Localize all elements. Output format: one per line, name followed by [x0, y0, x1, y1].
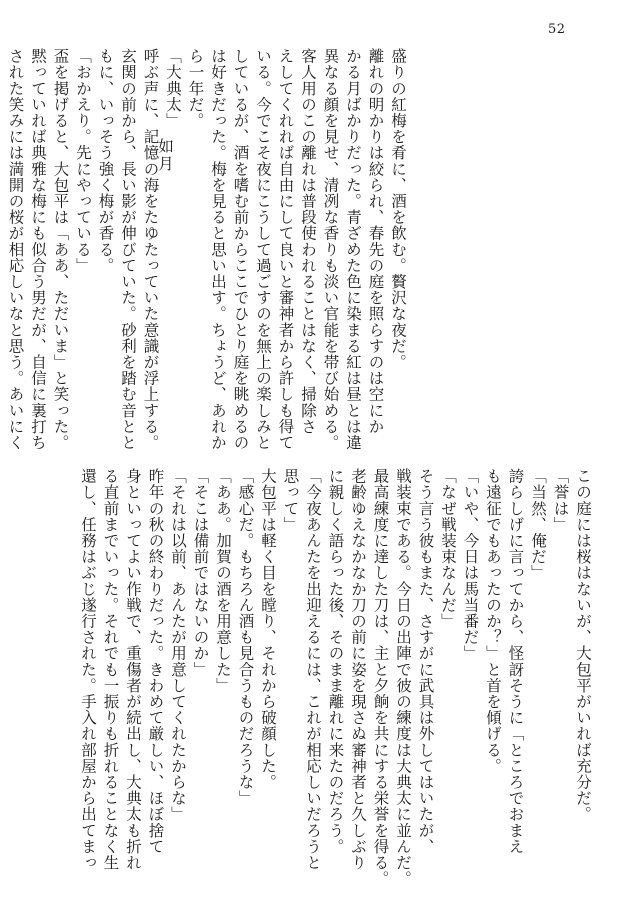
text-column: 黙っていれば典雅な梅にも似合う男だが、自信に裏打ち — [29, 48, 47, 451]
text-column: は好きだった。梅を見ると思い出す。ちょうど、あれか — [209, 48, 227, 451]
text-column: 「当然、俺だ」 — [529, 468, 547, 581]
page-number: 52 — [548, 22, 566, 37]
text-column: 「感心だ。もちろん酒も見合うものだろうな」 — [236, 468, 255, 807]
text-column: もに、いっそう強く梅が香る。 — [96, 48, 115, 274]
text-column: された笑みには満開の桜が相応しいなと思う。あいにく — [6, 48, 25, 451]
chapter-title: 如月 — [156, 138, 174, 173]
text-column: 離れの明かりは絞られ、春先の庭を照らすのは空にか — [366, 48, 385, 435]
text-column: 「誉は」 — [551, 468, 570, 533]
text-column: る直前までいった。それでも一振りも折れることなく生 — [101, 468, 120, 871]
text-column: 「なぜ戦装束なんだ」 — [439, 468, 457, 629]
text-column: 呼ぶ声に、記憶の海をたゆたっていた意識が浮上する。 — [141, 48, 160, 451]
text-column: 「いや、今日は馬当番だ」 — [461, 468, 480, 662]
text-column: 「ああ。加賀の酒を用意した」 — [214, 468, 232, 694]
text-column: かる月ばかりだった。青ざめた色に染まる紅は昼とは違 — [344, 48, 362, 451]
text-column: 「そこは備前ではないのか」 — [191, 468, 210, 678]
text-column: 「大典太」 — [164, 48, 182, 129]
text-column: そう言う彼もまた、さすがに武具は外してはいたが、 — [416, 468, 435, 855]
text-column: 最高練度に達した刀は、主と夕餉を共にする栄誉を得る。 — [371, 468, 390, 887]
text-column: いる。今でこそ夜にこうして過ごすのを無上の楽しみと — [254, 48, 272, 451]
text-column: 異なる顔を見せ、清冽な香りも淡い官能を帯び始める。 — [321, 48, 340, 451]
text-column: 玄関の前から、長い影が伸びていた。砂利を踏む音とと — [119, 48, 137, 451]
text-column: 大包平は軽く目を瞠り、それから破顔した。 — [259, 468, 277, 790]
text-column: しているが、酒を嗜む前からここでひとり庭を眺めるの — [231, 48, 250, 451]
text-column: 老齢ゆえなかなか刀の前に姿を現さぬ審神者と久しぶり — [349, 468, 367, 871]
text-column: も遠征でもあったのか？」と首を傾げる。 — [484, 468, 502, 774]
text-column: に親しく語らった後、そのまま離れに来たのだろう。 — [326, 468, 345, 855]
upper-text-block — [4, 48, 409, 451]
text-column: 誇らしげに言ってから、怪訝そうに「ところでおまえ — [506, 468, 525, 855]
text-column: 思って」 — [281, 468, 300, 533]
text-column: 「今夜あんたを出迎えるには、これが相応しいだろうと — [304, 468, 322, 871]
text-column: 昨年の秋の終わりだった。きわめて厳しい、ほぼ捨て — [146, 468, 165, 855]
text-column: この庭には桜はないが、大包平がいれば充分だ。 — [574, 468, 592, 823]
lower-text-block — [77, 468, 595, 887]
text-column: 戦装束である。今日の出陣で彼の練度は大典太に並んだ。 — [394, 468, 412, 887]
text-column: 盃を掲げると、大包平は「ああ、ただいま」と笑った。 — [51, 48, 70, 451]
text-column: 「それは以前、あんたが用意してくれたからな」 — [169, 468, 187, 823]
text-column: 還し、任務はぶじ遂行された。手入れ部屋から出てまっ — [79, 468, 97, 871]
text-column: 「おかえり。先にやっている」 — [74, 48, 92, 274]
text-column: 身といってよい作戦で、重傷者が続出し、大典太も折れ — [124, 468, 142, 871]
text-column: 盛りの紅梅を肴に、酒を飲む。贅沢な夜だ。 — [389, 48, 407, 370]
text-column: 客人用のこの離れは普段使われることはなく、掃除さ — [299, 48, 317, 435]
text-column: ら一年だ。 — [186, 48, 205, 129]
text-column: えしてくれれば自由にして良いと審神者から許しも得て — [276, 48, 295, 451]
